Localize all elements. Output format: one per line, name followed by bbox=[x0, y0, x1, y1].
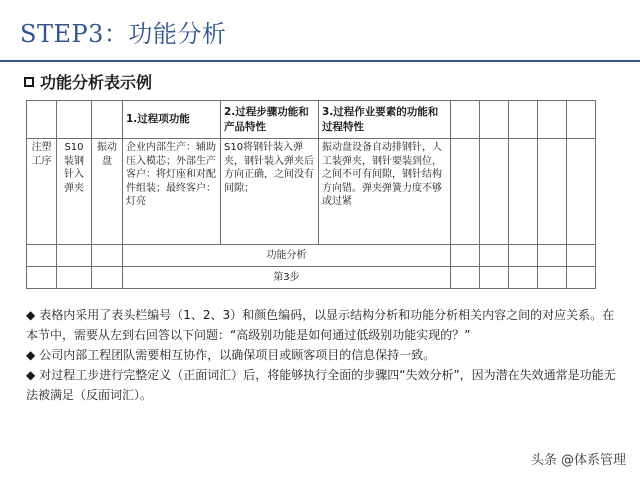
table-header-row bbox=[27, 101, 596, 139]
diamond-bullet-icon: ◆ bbox=[26, 348, 36, 362]
header-bar bbox=[0, 0, 640, 62]
header-empty-cell bbox=[509, 101, 538, 139]
subtitle-text: 功能分析表示例 bbox=[40, 73, 153, 92]
diamond-bullet-icon: ◆ bbox=[26, 368, 36, 382]
table-footer-row bbox=[27, 267, 596, 289]
bullet-text: 公司内部工程团队需要相互协作，以确保项目或顾客项目的信息保持一致。 bbox=[39, 348, 436, 362]
bullet-item bbox=[26, 345, 616, 365]
bullet-text: 对过程工步进行完整定义（正面词汇）后，将能够执行全面的步骤四“失效分析”，因为潜在失效通常是功能无法被满足（反面词汇）。 bbox=[26, 368, 616, 402]
function-analysis-table bbox=[26, 100, 596, 289]
header-process-step-function: 2.过程步骤功能和产品特性 bbox=[221, 101, 319, 139]
table-row bbox=[27, 139, 596, 245]
watermark: 头条 @体系管理 bbox=[530, 453, 626, 468]
step-label: 第3步 bbox=[123, 267, 451, 289]
bullet-item bbox=[26, 365, 616, 405]
function-analysis-label: 功能分析 bbox=[123, 245, 451, 267]
cell-process-step-function: S10将钢针装入弹夹，钢针装入弹夹后方向正确，之间没有间隙； bbox=[221, 139, 319, 245]
header-work-element-function: 3.过程作业要素的功能和过程特性 bbox=[319, 101, 451, 139]
header-empty-cell bbox=[480, 101, 509, 139]
cell-work-element: 振动盘 bbox=[92, 139, 123, 245]
bullet-list bbox=[26, 305, 616, 405]
bullet-text: 表格内采用了表头栏编号（1、2、3）和颜色编码，以显示结构分析和功能分析相关内容之间的对应关系。在本节中，需要从左到右回答以下问题：“高级别功能是如何通过低级别功能实现的？” bbox=[26, 308, 615, 342]
table-footer-row bbox=[27, 245, 596, 267]
section-subtitle bbox=[24, 70, 152, 93]
header-empty-cell bbox=[27, 101, 57, 139]
cell-process-step: S10装钢针入弹夹 bbox=[57, 139, 92, 245]
header-empty-cell bbox=[57, 101, 92, 139]
page-title: STEP3：功能分析 bbox=[20, 20, 227, 48]
header-empty-cell bbox=[567, 101, 596, 139]
bullet-item bbox=[26, 305, 616, 345]
header-empty-cell bbox=[538, 101, 567, 139]
cell-process-item-function: 企业内部生产：辅助压入模芯；外部生产客户：将灯座和对配件组装；最终客户：灯亮 bbox=[123, 139, 221, 245]
header-empty-cell bbox=[92, 101, 123, 139]
square-bullet-icon bbox=[24, 77, 34, 87]
header-process-item-function: 1.过程项功能 bbox=[123, 101, 221, 139]
cell-process-item: 注塑工序 bbox=[27, 139, 57, 245]
header-empty-cell bbox=[451, 101, 480, 139]
diamond-bullet-icon: ◆ bbox=[26, 308, 36, 322]
cell-work-element-function: 振动盘设备自动排钢针，人工装弹夹，钢针要装到位，之间不可有间隙，钢针结构方向错。弹夹弹簧力度不够或过紧 bbox=[319, 139, 451, 245]
